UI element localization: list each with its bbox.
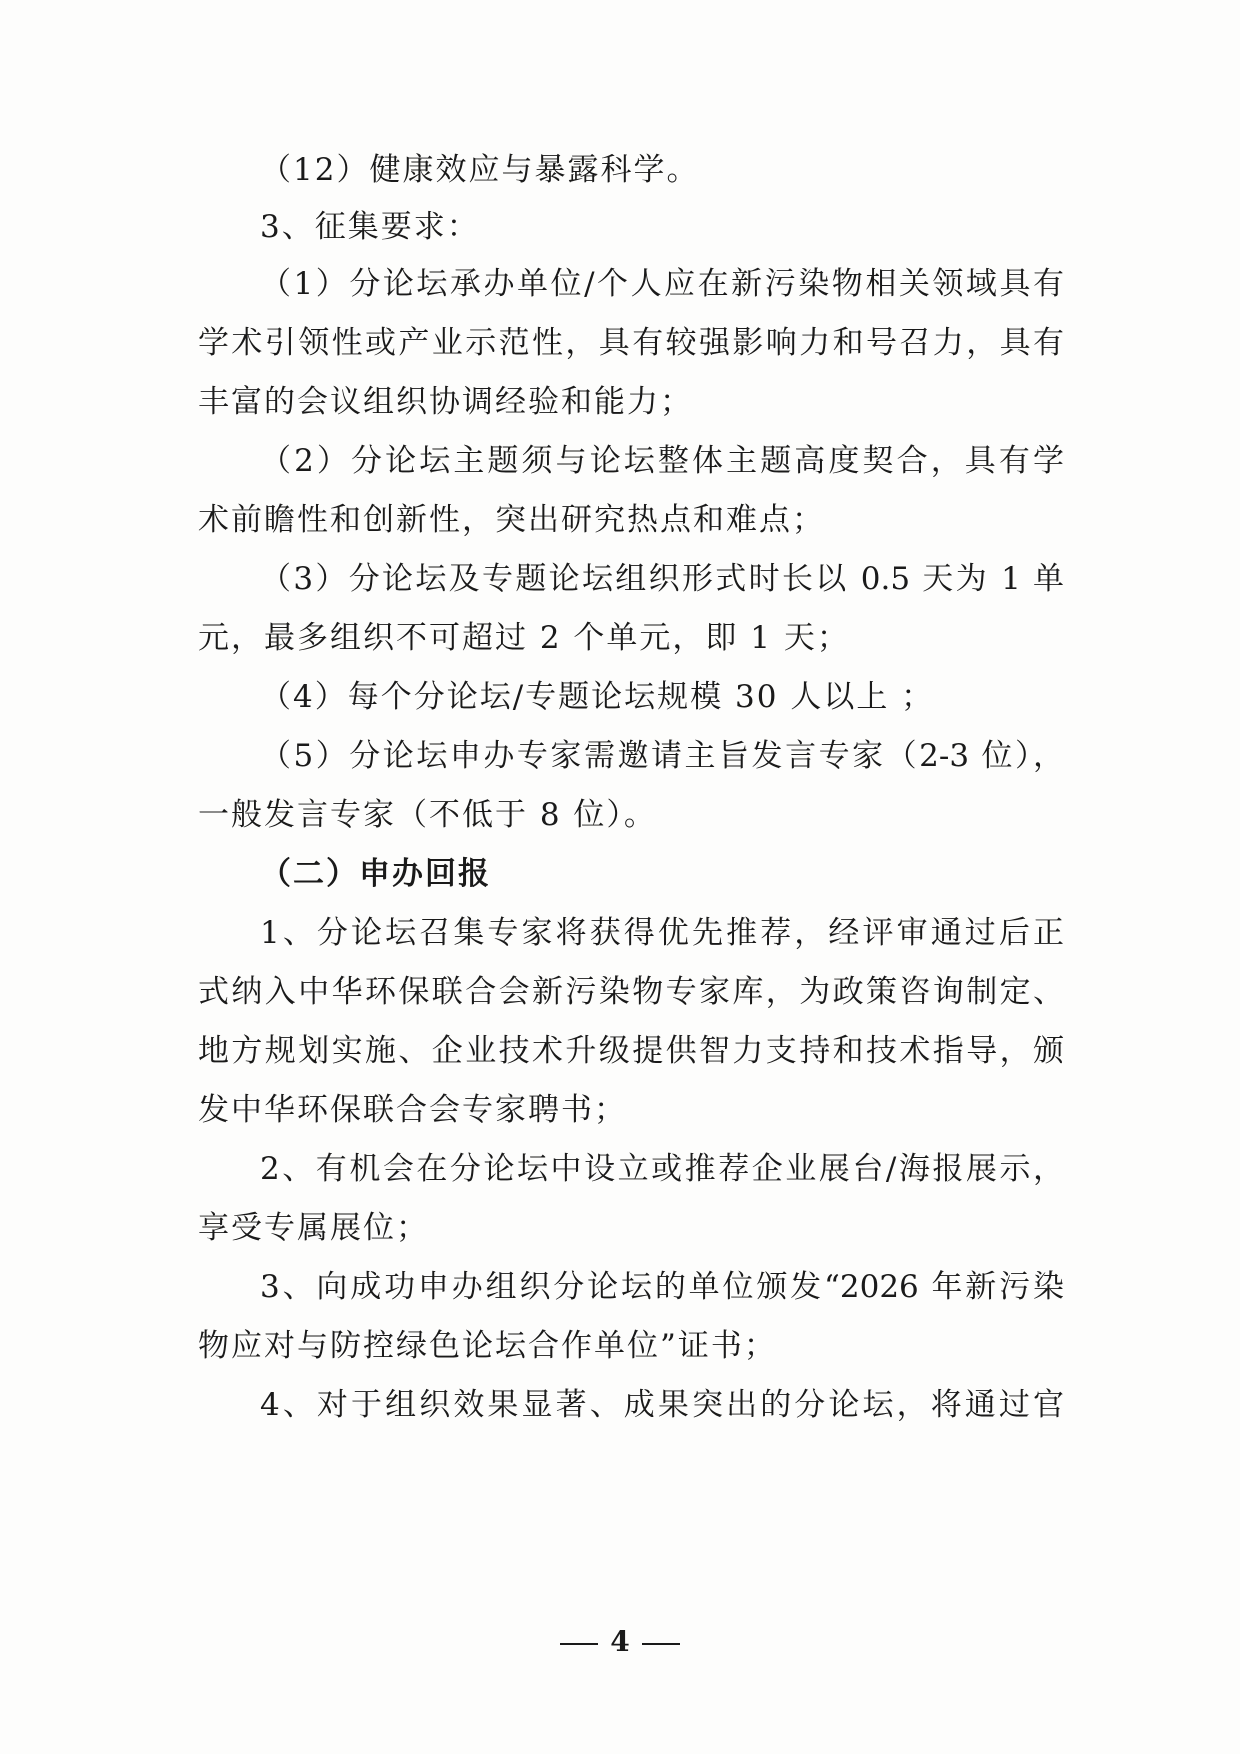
text-line: 3、向成功申办组织分论坛的单位颁发“2026 年新污染: [260, 1269, 1064, 1305]
page-number: 4: [610, 1625, 630, 1658]
text-line: 发中华环保联合会专家聘书；: [198, 1092, 627, 1128]
section-heading: （二）申办回报: [260, 856, 491, 892]
text-line: 4、对于组织效果显著、成果突出的分论坛，将通过官: [260, 1387, 1064, 1423]
text-line: 学术引领性或产业示范性，具有较强影响力和号召力，具有: [198, 325, 1064, 361]
text-line: （12）健康效应与暴露科学。: [260, 152, 700, 188]
footer-dash-left: [560, 1643, 598, 1645]
text-line: （2）分论坛主题须与论坛整体主题高度契合，具有学: [260, 443, 1064, 479]
text-line: 一般发言专家（不低于 8 位）。: [198, 797, 657, 833]
text-line: 1、分论坛召集专家将获得优先推荐，经评审通过后正: [260, 915, 1064, 951]
text-line: 术前瞻性和创新性，突出研究热点和难点；: [198, 502, 825, 538]
text-line: 式纳入中华环保联合会新污染物专家库，为政策咨询制定、: [198, 974, 1064, 1010]
footer-dash-right: [642, 1643, 680, 1645]
page-footer: [0, 1624, 1240, 1660]
text-line: 2、有机会在分论坛中设立或推荐企业展台/海报展示，: [260, 1151, 1064, 1187]
text-line: （4）每个分论坛/专题论坛规模 30 人以上 ；: [260, 679, 935, 715]
text-line: 3、征集要求：: [260, 209, 480, 245]
text-line: 物应对与防控绿色论坛合作单位”证书；: [198, 1328, 777, 1364]
text-line: （1）分论坛承办单位/个人应在新污染物相关领域具有: [260, 266, 1064, 302]
text-line: 元，最多组织不可超过 2 个单元，即 1 天；: [198, 620, 850, 656]
text-line: 地方规划实施、企业技术升级提供智力支持和技术指导，颁: [198, 1033, 1064, 1069]
text-line: （3）分论坛及专题论坛组织形式时长以 0.5 天为 1 单: [260, 561, 1064, 597]
text-line: 享受专属展位；: [198, 1210, 429, 1246]
text-line: 丰富的会议组织协调经验和能力；: [198, 384, 693, 420]
text-line: （5）分论坛申办专家需邀请主旨发言专家（2-3 位），: [260, 738, 1064, 774]
